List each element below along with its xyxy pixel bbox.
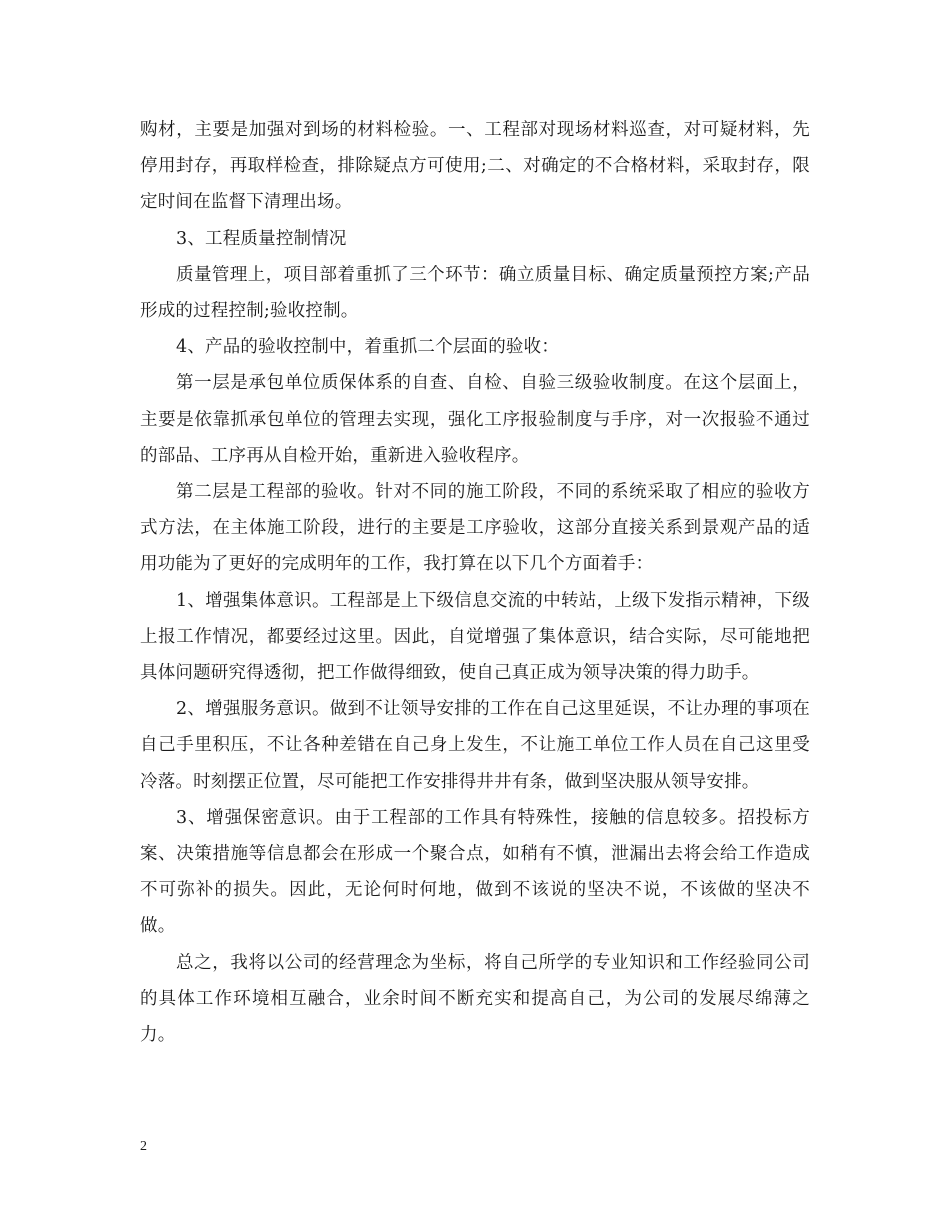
paragraph-confidentiality-awareness: 3、增强保密意识。由于工程部的工作具有特殊性，接触的信息较多。招投标方案、决策措施等信息都会在形成一个聚合点，如稍有不慎，泄漏出去将会给工作造成不可弥补的损失。因此，无论何时何地，做到不该说的坚决不说，不该做的坚决不做。 [140, 807, 810, 937]
page-number: 2 [140, 1139, 147, 1154]
paragraph-quality-management: 质量管理上，项目部着重抓了三个环节：确立质量目标、确定质量预控方案;产品形成的过程控制;验收控制。 [140, 264, 810, 322]
heading-quality-control: 3、工程质量控制情况 [176, 228, 347, 249]
paragraph-first-layer: 第一层是承包单位质保体系的自查、自检、自验三级验收制度。在这个层面上，主要是依靠抓承包单位的管理去实现，强化工序报验制度与手序，对一次报验不通过的部品、工序再从自检开始，重新进入验收程序。 [140, 373, 810, 466]
paragraph-collective-awareness: 1、增强集体意识。工程部是上下级信息交流的中转站，上级下发指示精神，下级上报工作情况，都要经过这里。因此，自觉增强了集体意识，结合实际，尽可能地把具体问题研究得透彻，把工作做得细致，使自己真正成为领导决策的得力助手。 [140, 590, 810, 684]
paragraph-materials-inspection: 购材，主要是加强对到场的材料检验。一、工程部对现场材料巡查，对可疑材料，先停用封存，再取样检查，排除疑点方可使用;二、对确定的不合格材料，采取封存，限定时间在监督下清理出场。 [140, 120, 810, 213]
document-body [140, 112, 810, 1053]
paragraph-service-awareness: 2、增强服务意识。做到不让领导安排的工作在自己这里延误，不让办理的事项在自己手里积压，不让各种差错在自己身上发生，不让施工单位工作人员在自己这里受冷落。时刻摆正位置，尽可能把工作安排得井井有条，做到坚决服从领导安排。 [140, 699, 810, 792]
paragraph-second-layer: 第二层是工程部的验收。针对不同的施工阶段，不同的系统采取了相应的验收方式方法，在主体施工阶段，进行的主要是工序验收，这部分直接关系到景观产品的适用功能为了更好的完成明年的工作，我打算在以下几个方面着手： [140, 482, 810, 575]
paragraph-conclusion: 总之，我将以公司的经营理念为坐标，将自己所学的专业知识和工作经验同公司的具体工作环境相互融合，业余时间不断充实和提高自己，为公司的发展尽绵薄之力。 [140, 952, 810, 1046]
heading-acceptance-control: 4、产品的验收控制中，着重抓二个层面的验收： [176, 337, 560, 358]
